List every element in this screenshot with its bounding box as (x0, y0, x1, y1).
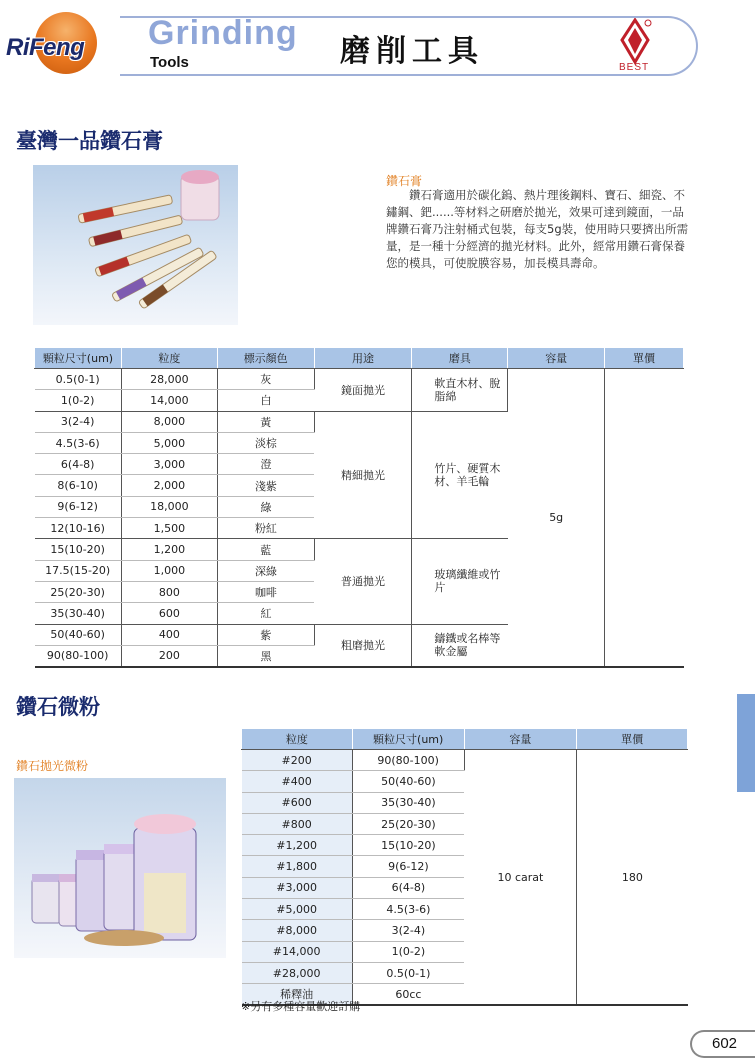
diamond-paste-description: 鑽石膏適用於碳化鎢、熱片理後鋼料、寶石、細瓷、不鏽鋼、鈀......等材料之研磨於拋光，效果可達到鏡面，一品牌鑽石膏乃注射桶式包裝，每支5g裝，使用時只要擠出所需量，是一種十分經濟的拋光材料。此外，經常用鑽石膏保養您的模具，可使脫膜容易，加長模具壽命。 (386, 188, 689, 270)
cell-size: 3(2-4) (352, 920, 464, 941)
cell-grit: #1,800 (242, 856, 353, 877)
cell-grit: 18,000 (121, 496, 217, 517)
cell-size: 35(30-40) (35, 603, 122, 624)
cell-tool: 軟直木材、脫脂綿 (412, 369, 508, 412)
cell-grit: #200 (242, 750, 353, 771)
cell-size: 9(6-12) (35, 496, 122, 517)
diamond-paste-table (34, 347, 684, 668)
cell-grit: #600 (242, 792, 353, 813)
best-label: BEST (619, 62, 650, 73)
cell-color: 粉紅 (217, 518, 314, 539)
cell-grit: 1,000 (121, 560, 217, 581)
section-title-diamond-paste: 臺灣一品鑽石膏 (16, 129, 163, 153)
col-header-use: 用途 (314, 348, 412, 369)
syringe-icon (78, 195, 173, 224)
cell-size: 12(10-16) (35, 518, 122, 539)
cell-color: 深綠 (217, 560, 314, 581)
cell-size: 90(80-100) (352, 750, 464, 771)
diamond-paste-photo (33, 165, 238, 325)
cell-size: 8(6-10) (35, 475, 122, 496)
cell-size: 4.5(3-6) (35, 432, 122, 453)
col-header-color: 標示顏色 (217, 348, 314, 369)
cell-grit: #800 (242, 813, 353, 834)
cell-tool: 玻璃纖維或竹片 (412, 539, 508, 624)
cell-grit: #1,200 (242, 835, 353, 856)
cell-size: 17.5(15-20) (35, 560, 122, 581)
cell-grit: 400 (121, 624, 217, 645)
col-header-capacity: 容量 (508, 348, 605, 369)
col-header-grit: 粒度 (121, 348, 217, 369)
table-row (35, 369, 684, 390)
brand-logo: RiFeng (6, 34, 85, 61)
cell-grit: 5,000 (121, 432, 217, 453)
diamond-powder-label: 鑽石拋光微粉 (16, 759, 89, 773)
cell-tool: 鑄鐵或名棒等軟金屬 (412, 624, 508, 667)
cell-grit: 2,000 (121, 475, 217, 496)
col-header-grit: 粒度 (242, 729, 353, 750)
cell-size: 50(40-60) (352, 771, 464, 792)
cell-grit: #28,000 (242, 962, 353, 983)
cell-color: 黑 (217, 645, 314, 666)
cell-price: 180 (577, 750, 688, 1006)
cell-size: 50(40-60) (35, 624, 122, 645)
cell-capacity: 5g (508, 369, 605, 667)
cell-use: 粗磨拋光 (314, 624, 412, 667)
cell-capacity: 10 carat (464, 750, 577, 1006)
cell-size: 1(0-2) (35, 390, 122, 411)
cell-color: 澄 (217, 454, 314, 475)
cell-grit: 3,000 (121, 454, 217, 475)
cell-grit: #400 (242, 771, 353, 792)
header-title-en: Grinding (148, 14, 298, 52)
cell-size: 0.5(0-1) (352, 962, 464, 983)
diamond-powder-table (241, 728, 688, 1006)
cell-size: 1(0-2) (352, 941, 464, 962)
cell-tool: 竹片、硬質木材、羊毛輪 (412, 411, 508, 539)
cell-size: 25(20-30) (35, 581, 122, 602)
cell-size: 25(20-30) (352, 813, 464, 834)
best-logo-icon (618, 18, 652, 66)
table-row (242, 750, 688, 771)
cell-grit: #3,000 (242, 877, 353, 898)
cell-color: 淡棕 (217, 432, 314, 453)
cell-price (605, 369, 684, 667)
cell-size: 9(6-12) (352, 856, 464, 877)
page-number: 602 (712, 1035, 738, 1052)
col-header-capacity: 容量 (464, 729, 577, 750)
footnote: ※另有多種容量歡迎訂購 (241, 1000, 361, 1013)
side-tab (737, 694, 755, 792)
section-title-diamond-powder: 鑽石微粉 (16, 695, 100, 719)
diamond-powder-photo (14, 778, 226, 958)
cell-grit: 8,000 (121, 411, 217, 432)
diamond-paste-label: 鑽石膏 (386, 174, 423, 188)
cell-grit: 14,000 (121, 390, 217, 411)
cell-grit: #14,000 (242, 941, 353, 962)
cell-color: 白 (217, 390, 314, 411)
col-header-tool: 磨具 (412, 348, 508, 369)
cell-grit: 1,500 (121, 518, 217, 539)
cell-grit: 800 (121, 581, 217, 602)
cell-size: 6(4-8) (352, 877, 464, 898)
header-title-cn: 磨削工具 (340, 34, 484, 69)
cell-size: 4.5(3-6) (352, 899, 464, 920)
col-header-grain-size: 顆粒尺寸(um) (352, 729, 464, 750)
cell-color: 黃 (217, 411, 314, 432)
cell-grit: #8,000 (242, 920, 353, 941)
cell-color: 藍 (217, 539, 314, 560)
cell-grit: 1,200 (121, 539, 217, 560)
table-header-row (242, 729, 688, 750)
cell-grit: 稀釋油 (242, 984, 353, 1005)
cell-use: 鏡面拋光 (314, 369, 412, 412)
cell-size: 60cc (352, 984, 464, 1005)
cell-grit: #5,000 (242, 899, 353, 920)
cell-color: 咖啡 (217, 581, 314, 602)
cell-grit: 600 (121, 603, 217, 624)
cell-use: 精細拋光 (314, 411, 412, 539)
cell-size: 0.5(0-1) (35, 369, 122, 390)
col-header-price: 單價 (577, 729, 688, 750)
cell-grit: 28,000 (121, 369, 217, 390)
cell-color: 淺紫 (217, 475, 314, 496)
cell-use: 普通拋光 (314, 539, 412, 624)
cell-size: 35(30-40) (352, 792, 464, 813)
cell-color: 紅 (217, 603, 314, 624)
cell-color: 灰 (217, 369, 314, 390)
cell-size: 15(10-20) (35, 539, 122, 560)
cell-color: 紫 (217, 624, 314, 645)
col-header-grain-size: 顆粒尺寸(um) (35, 348, 122, 369)
table-header-row (35, 348, 684, 369)
cell-size: 15(10-20) (352, 835, 464, 856)
cell-size: 6(4-8) (35, 454, 122, 475)
col-header-price: 單價 (605, 348, 684, 369)
cell-grit: 200 (121, 645, 217, 666)
header-subtitle-en: Tools (150, 54, 189, 71)
cell-size: 3(2-4) (35, 411, 122, 432)
cell-size: 90(80-100) (35, 645, 122, 666)
cell-color: 綠 (217, 496, 314, 517)
